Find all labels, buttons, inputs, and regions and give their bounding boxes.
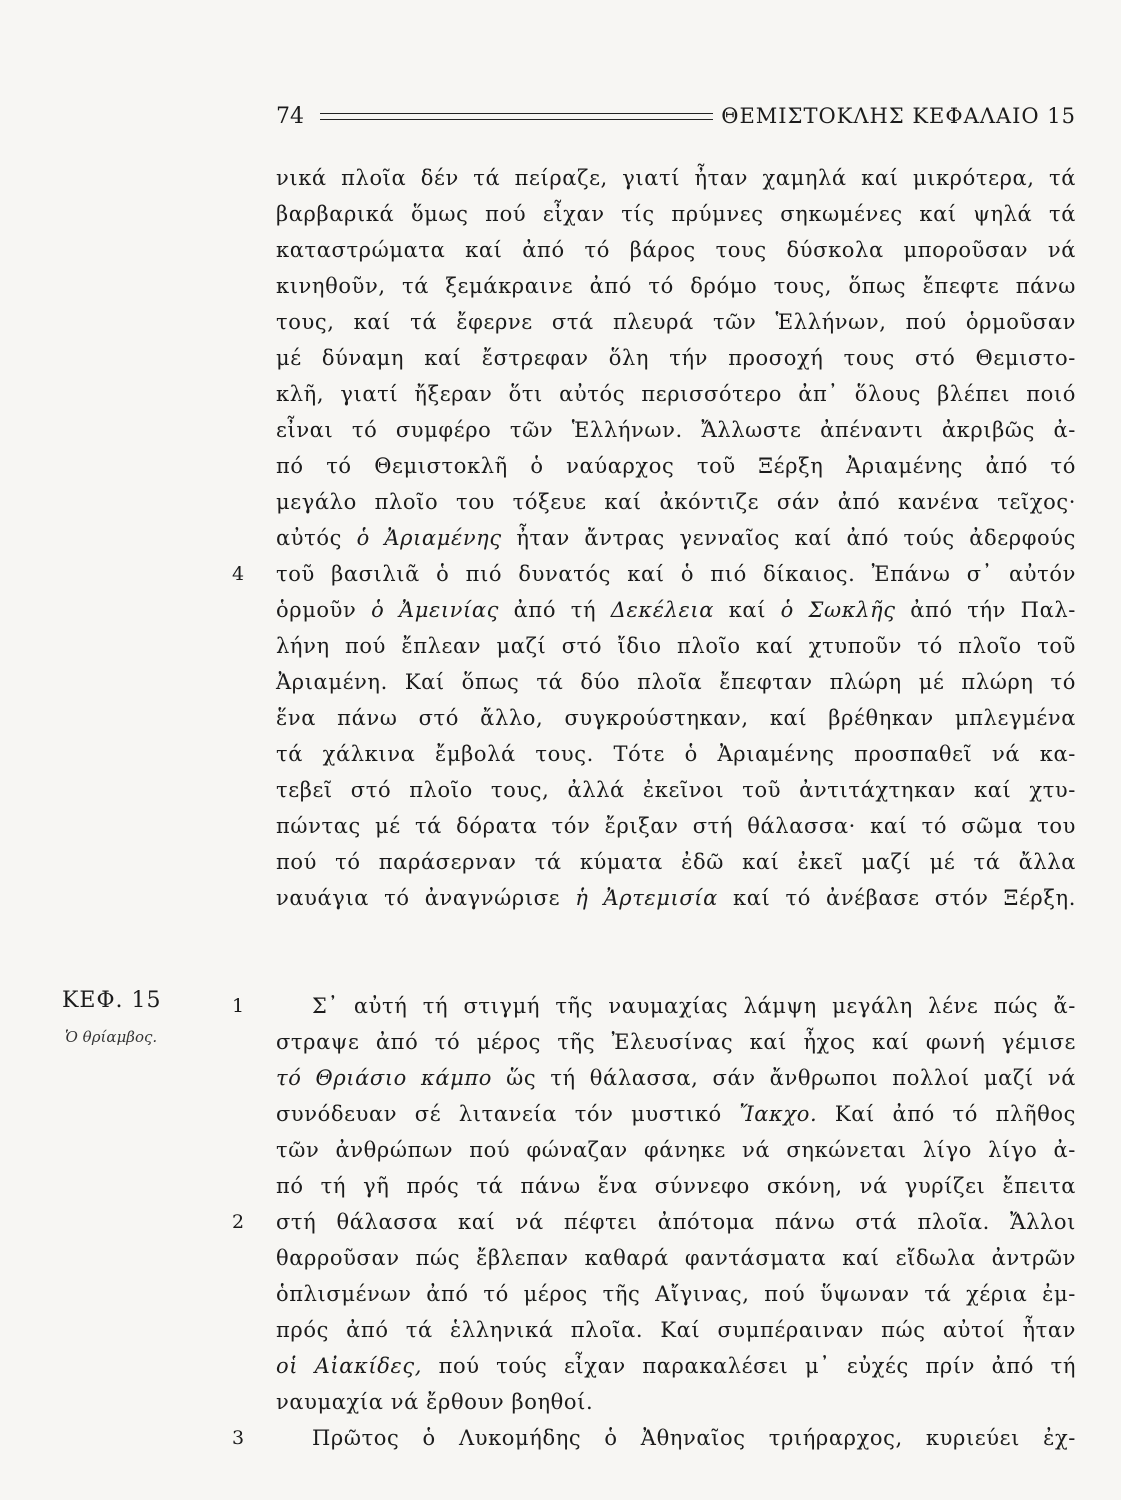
text-line: στή θάλασσα καί νά πέφτει ἀπότομα πάνω στά πλοῖα. Ἄλλοι bbox=[276, 1210, 1076, 1234]
italic-name: ὁ Ἀριαμένης bbox=[356, 526, 502, 550]
text-line bbox=[276, 880, 1076, 916]
header-rule bbox=[320, 113, 713, 120]
margin-number: 1 bbox=[232, 995, 245, 1017]
text-line bbox=[276, 520, 1076, 556]
text-line: τους, καί τά ἔφερνε στά πλευρά τῶν Ἑλλήνων, πού ὁρμοῦσαν bbox=[276, 310, 1076, 334]
margin-number: 4 bbox=[232, 563, 245, 585]
running-head-title: ΘΕΜΙΣΤΟΚΛΗΣ ΚΕΦΑΛΑΙΟ 15 bbox=[721, 104, 1076, 128]
margin-number: 3 bbox=[232, 1427, 245, 1449]
text-line: μεγάλο πλοῖο του τόξευε καί ἀκόντιζε σάν ἀπό κανένα τεῖχος· bbox=[276, 490, 1076, 514]
chapter-subtitle: Ὁ θρίαμβος. bbox=[65, 1028, 158, 1046]
chapter-label: ΚΕΦ. 15 bbox=[62, 988, 162, 1013]
text-line: Πρῶτος ὁ Λυκομήδης ὁ Ἀθηναῖος τριήραρχος, κυριεύει ἐχ- bbox=[312, 1426, 1076, 1450]
italic-name: Δεκέλεια bbox=[610, 598, 715, 622]
text-line: ναυμαχία νά ἔρθουν βοηθοί. bbox=[276, 1390, 594, 1414]
text-span: αὐτός bbox=[276, 526, 342, 550]
text-line: πό τή γῆ πρός τά πάνω ἕνα σύννεφο σκόνη, νά γυρίζει ἔπειτα bbox=[276, 1174, 1076, 1198]
italic-name: Ἴακχο. bbox=[739, 1102, 818, 1126]
text-span: ἀπό τή bbox=[513, 598, 597, 622]
text-line: ὁπλισμένων ἀπό τό μέρος τῆς Αἴγινας, πού ὕψωναν τά χέρια ἐμ- bbox=[276, 1282, 1076, 1306]
text-line: πό τό Θεμιστοκλῆ ὁ ναύαρχος τοῦ Ξέρξη Ἀριαμένης ἀπό τό bbox=[276, 454, 1076, 478]
text-line: καταστρώματα καί ἀπό τό βάρος τους δύσκολα μποροῦσαν νά bbox=[276, 238, 1076, 262]
text-line: στραψε ἀπό τό μέρος τῆς Ἐλευσίνας καί ἦχος καί φωνή γέμισε bbox=[276, 1030, 1076, 1054]
text-span: καί τό ἀνέβασε στόν Ξέρξη. bbox=[733, 886, 1076, 910]
page-number: 74 bbox=[276, 103, 304, 129]
text-span: ἀπό τήν Παλ- bbox=[910, 598, 1076, 622]
text-line bbox=[276, 1060, 1076, 1096]
text-line: κλῆ, γιατί ἤξεραν ὅτι αὐτός περισσότερο ἀπ᾽ ὅλους βλέπει ποιό bbox=[276, 382, 1076, 406]
text-span: πού τούς εἶχαν παρακαλέσει μ᾽ εὐχές πρίν ἀπό τή bbox=[438, 1354, 1077, 1378]
text-line: εἶναι τό συμφέρο τῶν Ἑλλήνων. Ἄλλωστε ἀπέναντι ἀκριβῶς ἀ- bbox=[276, 418, 1076, 442]
text-line: πού τό παράσερναν τά κύματα ἐδῶ καί ἐκεῖ μαζί μέ τά ἄλλα bbox=[276, 850, 1076, 874]
text-line: πώντας μέ τά δόρατα τόν ἔριξαν στή θάλασσα· καί τό σῶμα του bbox=[276, 814, 1076, 838]
italic-name: οἱ Αἰακίδες, bbox=[276, 1354, 422, 1378]
italic-name: ὁ Ἀμεινίας bbox=[371, 598, 500, 622]
text-line bbox=[276, 592, 1076, 628]
italic-name: ὁ Σωκλῆς bbox=[780, 598, 896, 622]
text-span: ὥς τή θάλασσα, σάν ἄνθρωποι πολλοί μαζί νά bbox=[506, 1066, 1076, 1090]
text-line: νικά πλοῖα δέν τά πείραζε, γιατί ἦταν χαμηλά καί μικρότερα, τά bbox=[276, 166, 1076, 190]
text-span: ὁρμοῦν bbox=[276, 598, 357, 622]
text-line: μέ δύναμη καί ἔστρεφαν ὅλη τήν προσοχή τους στό Θεμιστο- bbox=[276, 346, 1076, 370]
text-line: πρός ἀπό τά ἑλληνικά πλοῖα. Καί συμπέραιναν πώς αὐτοί ἦταν bbox=[276, 1318, 1076, 1342]
text-span: καί bbox=[728, 598, 767, 622]
running-header bbox=[276, 100, 1076, 132]
text-line: Ἀριαμένη. Καί ὅπως τά δύο πλοῖα ἔπεφταν πλώρη μέ πλώρη τό bbox=[276, 670, 1076, 694]
text-line: βαρβαρικά ὅμως πού εἶχαν τίς πρύμνες σηκωμένες καί ψηλά τά bbox=[276, 202, 1076, 226]
text-line: κινηθοῦν, τά ξεμάκραινε ἀπό τό δρόμο τους, ὅπως ἔπεφτε πάνω bbox=[276, 274, 1076, 298]
margin-number: 2 bbox=[232, 1211, 245, 1233]
text-line: τῶν ἀνθρώπων πού φώναζαν φάνηκε νά σηκώνεται λίγο λίγο ἀ- bbox=[276, 1138, 1076, 1162]
text-line: τά χάλκινα ἔμβολά τους. Τότε ὁ Ἀριαμένης προσπαθεῖ νά κα- bbox=[276, 742, 1076, 766]
text-line: θαρροῦσαν πώς ἔβλεπαν καθαρά φαντάσματα καί εἴδωλα ἀντρῶν bbox=[276, 1246, 1076, 1270]
text-span: συνόδευαν σέ λιτανεία τόν μυστικό bbox=[276, 1102, 722, 1126]
text-span: Καί ἀπό τό πλῆθος bbox=[834, 1102, 1076, 1126]
text-line bbox=[276, 1348, 1076, 1384]
italic-name: ἡ Ἀρτεμισία bbox=[575, 886, 718, 910]
text-line: τοῦ βασιλιᾶ ὁ πιό δυνατός καί ὁ πιό δίκαιος. Ἐπάνω σ᾽ αὐτόν bbox=[276, 562, 1076, 586]
italic-name: τό Θριάσιο κάμπο bbox=[276, 1066, 493, 1090]
text-line: λήνη πού ἔπλεαν μαζί στό ἴδιο πλοῖο καί χτυποῦν τό πλοῖο τοῦ bbox=[276, 634, 1076, 658]
text-span: ναυάγια τό ἀναγνώρισε bbox=[276, 886, 561, 910]
text-line: ἕνα πάνω στό ἄλλο, συγκρούστηκαν, καί βρέθηκαν μπλεγμένα bbox=[276, 706, 1076, 730]
text-span: ἦταν ἄντρας γενναῖος καί ἀπό τούς ἀδερφούς bbox=[516, 526, 1076, 550]
text-line: τεβεῖ στό πλοῖο τους, ἀλλά ἐκεῖνοι τοῦ ἀντιτάχτηκαν καί χτυ- bbox=[276, 778, 1076, 802]
text-line bbox=[276, 1096, 1076, 1132]
text-line: Σ᾽ αὐτή τή στιγμή τῆς ναυμαχίας λάμψη μεγάλη λένε πώς ἄ- bbox=[312, 994, 1076, 1018]
